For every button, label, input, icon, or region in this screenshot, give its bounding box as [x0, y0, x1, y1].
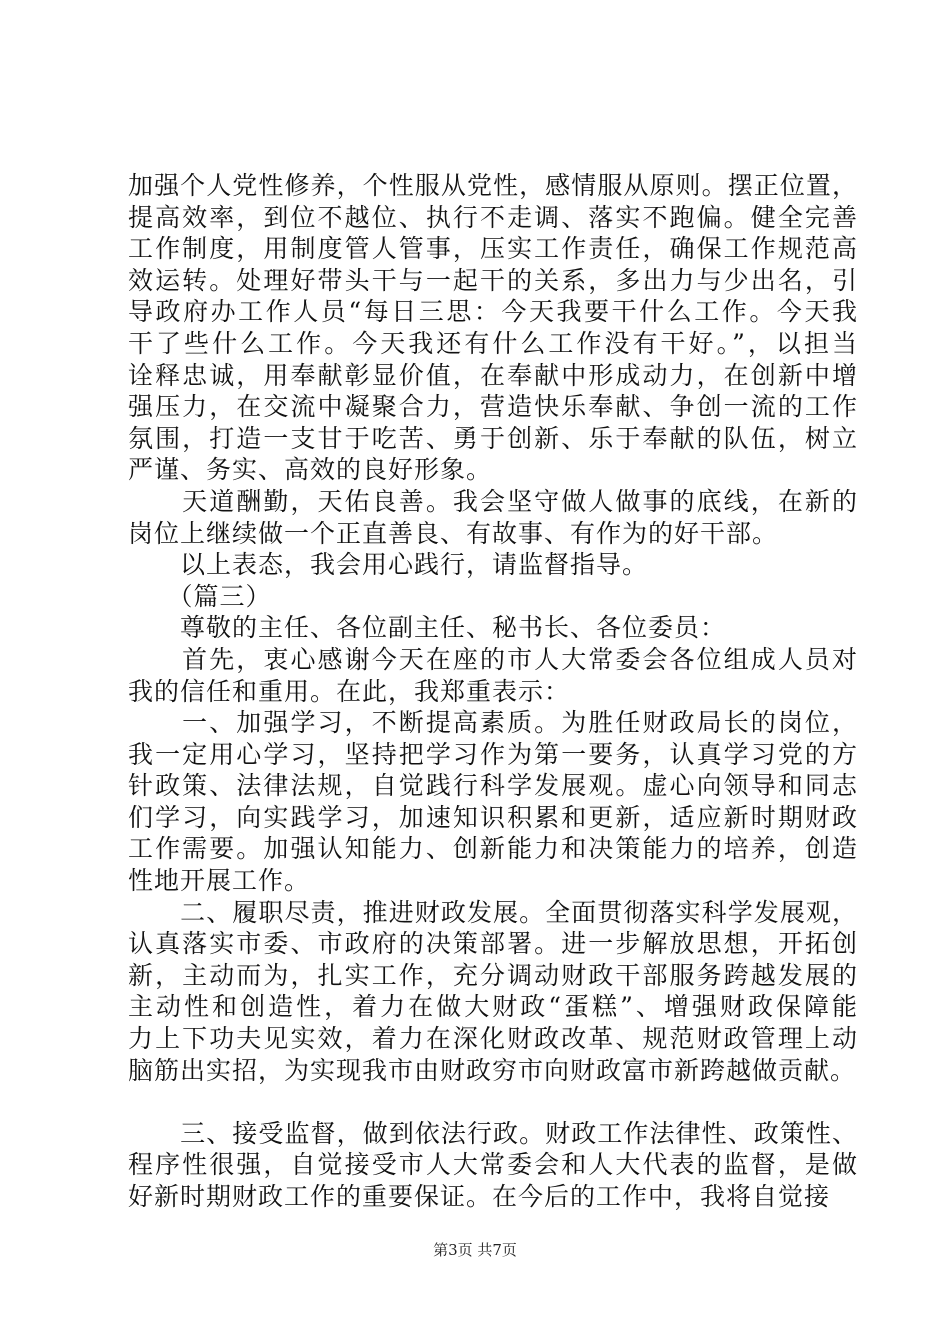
text-line: 我的信任和重用。在此，我郑重表示：	[128, 676, 571, 706]
text-line: 工作制度，用制度管人管事，压实工作责任，确保工作规范高	[128, 234, 858, 264]
text-line: 脑筋出实招，为实现我市由财政穷市向财政富市新跨越做贡献。	[128, 1055, 857, 1085]
text-line: 针政策、法律法规，自觉践行科学发展观。虚心向领导和同志	[128, 771, 858, 801]
text-line: 认真落实市委、市政府的决策部署。进一步解放思想，开拓创	[128, 929, 858, 959]
text-line: 我一定用心学习，坚持把学习作为第一要务，认真学习党的方	[128, 739, 858, 769]
text-line: 尊敬的主任、各位副主任、秘书长、各位委员：	[128, 613, 727, 643]
text-line: 干了些什么工作。今天我还有什么工作没有干好。”，以担当	[128, 328, 858, 358]
text-line: 严谨、务实、高效的良好形象。	[128, 455, 493, 485]
text-line: 导政府办工作人员“每日三思：今天我要干什么工作。今天我	[128, 297, 858, 327]
text-line: 二、履职尽责，推进财政发展。全面贯彻落实科学发展观，	[128, 897, 858, 927]
text-line: 天道酬勤，天佑良善。我会坚守做人做事的底线，在新的	[128, 486, 858, 516]
text-line: 以上表态，我会用心践行，请监督指导。	[128, 550, 649, 580]
text-line: 一、加强学习，不断提高素质。为胜任财政局长的岗位，	[128, 708, 858, 738]
text-line: 效运转。处理好带头干与一起干的关系，多出力与少出名，引	[128, 265, 858, 295]
text-line: 诠释忠诚，用奉献彰显价值，在奉献中形成动力，在创新中增	[128, 360, 858, 390]
document-body	[128, 170, 858, 1213]
text-line: 好新时期财政工作的重要保证。在今后的工作中，我将自觉接	[128, 1182, 831, 1211]
text-line: 提高效率，到位不越位、执行不走调、落实不跑偏。健全完善	[128, 202, 858, 232]
text-line: 氛围，打造一支甘于吃苦、勇于创新、乐于奉献的队伍，树立	[128, 423, 858, 453]
text-line: 们学习，向实践学习，加速知识积累和更新，适应新时期财政	[128, 802, 858, 832]
text-line: 主动性和创造性，着力在做大财政“蛋糕”、增强财政保障能	[128, 992, 858, 1022]
text-line: 新，主动而为，扎实工作，充分调动财政干部服务跨越发展的	[128, 960, 858, 990]
text-line: 程序性很强，自觉接受市人大常委会和人大代表的监督，是做	[128, 1150, 858, 1180]
text-line: 工作需要。加强认知能力、创新能力和决策能力的培养，创造	[128, 834, 858, 864]
text-line: 强压力，在交流中凝聚合力，营造快乐奉献、争创一流的工作	[128, 392, 858, 422]
page-footer: 第3页 共7页	[433, 1241, 517, 1259]
text-line	[128, 1086, 858, 1118]
text-line: 三、接受监督，做到依法行政。财政工作法律性、政策性、	[128, 1118, 858, 1148]
text-line: 加强个人党性修养，个性服从党性，感情服从原则。摆正位置，	[128, 171, 858, 200]
text-line: 岗位上继续做一个正直善良、有故事、有作为的好干部。	[128, 518, 779, 548]
text-line: 力上下功夫见实效，着力在深化财政改革、规范财政管理上动	[128, 1024, 858, 1054]
text-line: 首先，衷心感谢今天在座的市人大常委会各位组成人员对	[128, 644, 858, 674]
text-line: （篇三）	[128, 581, 272, 611]
text-line: 性地开展工作。	[128, 866, 311, 896]
